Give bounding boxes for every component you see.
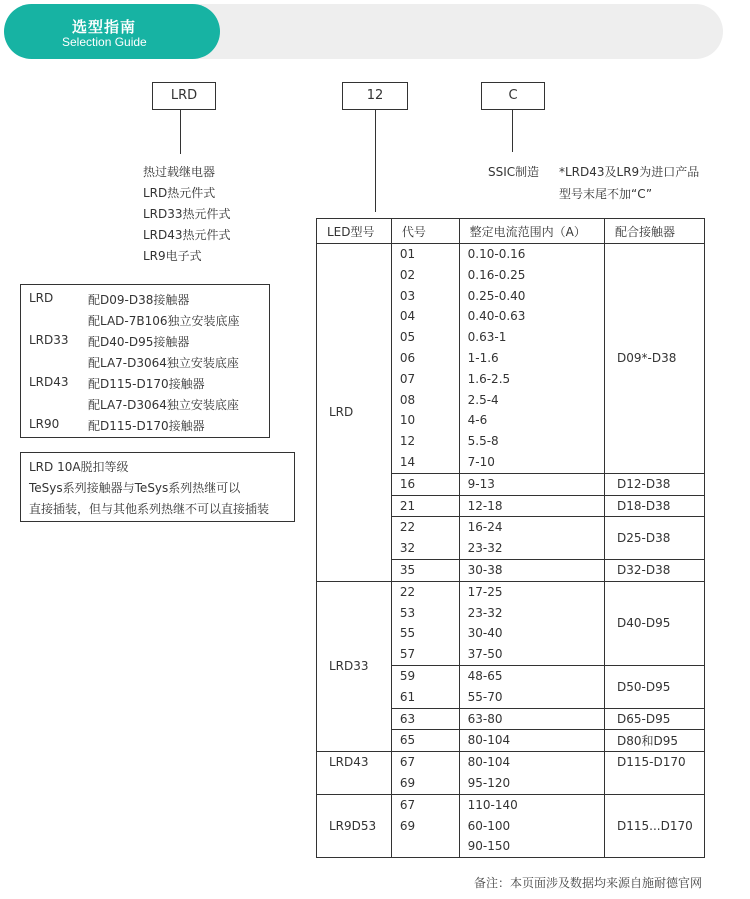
code-cell: 57 bbox=[391, 644, 459, 665]
header-contactor: 配合接触器 bbox=[605, 219, 705, 244]
note-line: TeSys系列接触器与TeSys系列热继可以 bbox=[29, 481, 241, 495]
range-cell: 37-50 bbox=[459, 644, 604, 665]
code-cell: 04 bbox=[391, 306, 459, 327]
code-cell bbox=[391, 836, 459, 857]
contactor-cell: D115-D170 bbox=[605, 752, 705, 795]
code-cell: 06 bbox=[391, 348, 459, 369]
type-list-item: LRD43热元件式 bbox=[143, 228, 231, 242]
code-box-current: 12 bbox=[342, 82, 408, 110]
range-cell: 55-70 bbox=[459, 687, 604, 708]
type-list-item: LR9电子式 bbox=[143, 249, 202, 263]
code-cell: 02 bbox=[391, 265, 459, 286]
code-cell: 61 bbox=[391, 687, 459, 708]
note-line: LRD 10A脱扣等级 bbox=[29, 460, 129, 474]
range-cell: 30-40 bbox=[459, 623, 604, 644]
type-list-item: LRD热元件式 bbox=[143, 186, 216, 200]
contactor-cell: D25-D38 bbox=[605, 517, 705, 560]
fit-desc: 配D115-D170接触器 bbox=[88, 419, 205, 433]
range-cell: 7-10 bbox=[459, 452, 604, 473]
code-cell: 67 bbox=[391, 752, 459, 773]
model-cell: LRD43 bbox=[317, 752, 392, 795]
header-title-en: Selection Guide bbox=[62, 35, 147, 49]
range-cell: 110-140 bbox=[459, 794, 604, 815]
fit-model: LRD33 bbox=[29, 333, 69, 347]
fit-desc: 配D40-D95接触器 bbox=[88, 335, 190, 349]
code-cell: 59 bbox=[391, 665, 459, 686]
code-cell: 53 bbox=[391, 603, 459, 624]
connector-line-current bbox=[375, 110, 376, 212]
connector-line-model bbox=[180, 110, 181, 154]
contactor-cell: D50-D95 bbox=[605, 665, 705, 708]
range-cell: 60-100 bbox=[459, 816, 604, 837]
ssic-note-line2: 型号末尾不加“C” bbox=[559, 187, 653, 201]
fit-model: LR90 bbox=[29, 417, 60, 431]
code-cell: 12 bbox=[391, 431, 459, 452]
code-cell: 22 bbox=[391, 517, 459, 538]
code-cell: 22 bbox=[391, 581, 459, 602]
code-cell: 21 bbox=[391, 495, 459, 517]
code-cell: 69 bbox=[391, 773, 459, 794]
range-cell: 16-24 bbox=[459, 517, 604, 538]
range-cell: 4-6 bbox=[459, 410, 604, 431]
range-cell: 48-65 bbox=[459, 665, 604, 686]
range-cell: 1-1.6 bbox=[459, 348, 604, 369]
note-line: 直接插装，但与其他系列热继不可以直接插装 bbox=[29, 502, 270, 516]
model-cell: LR9D53 bbox=[317, 794, 392, 857]
ssic-note-line1: *LRD43及LR9为进口产品 bbox=[559, 165, 700, 179]
fit-model: LRD43 bbox=[29, 375, 69, 389]
code-cell: 67 bbox=[391, 794, 459, 815]
range-cell: 1.6-2.5 bbox=[459, 369, 604, 390]
range-cell: 23-32 bbox=[459, 603, 604, 624]
code-cell: 08 bbox=[391, 390, 459, 411]
fit-desc: 配D115-D170接触器 bbox=[88, 377, 205, 391]
range-cell: 95-120 bbox=[459, 773, 604, 794]
trip-class-note-box bbox=[20, 452, 295, 522]
type-list-item: LRD33热元件式 bbox=[143, 207, 231, 221]
fit-desc: 配LAD-7B106独立安装底座 bbox=[88, 314, 240, 328]
range-cell: 0.40-0.63 bbox=[459, 306, 604, 327]
header-title-cn: 选型指南 bbox=[72, 18, 137, 36]
range-cell: 23-32 bbox=[459, 538, 604, 559]
range-cell: 0.16-0.25 bbox=[459, 265, 604, 286]
code-cell: 07 bbox=[391, 369, 459, 390]
code-cell: 69 bbox=[391, 816, 459, 837]
contactor-cell: D65-D95 bbox=[605, 708, 705, 730]
contactor-cell: D09*-D38 bbox=[605, 244, 705, 474]
fit-desc: 配D09-D38接触器 bbox=[88, 293, 190, 307]
range-cell: 30-38 bbox=[459, 559, 604, 581]
contactor-cell: D80和D95 bbox=[605, 730, 705, 752]
range-cell: 90-150 bbox=[459, 836, 604, 857]
ssic-label: SSIC制造 bbox=[488, 165, 540, 179]
fit-desc: 配LA7-D3064独立安装底座 bbox=[88, 356, 239, 370]
code-cell: 01 bbox=[391, 244, 459, 265]
code-cell: 32 bbox=[391, 538, 459, 559]
range-cell: 5.5-8 bbox=[459, 431, 604, 452]
code-cell: 35 bbox=[391, 559, 459, 581]
type-list bbox=[143, 162, 231, 267]
code-box-suffix: C bbox=[481, 82, 545, 110]
contactor-cell: D18-D38 bbox=[605, 495, 705, 517]
header-model: LED型号 bbox=[317, 219, 392, 244]
header-current-range: 整定电流范围内（A） bbox=[459, 219, 604, 244]
type-list-item: 热过载继电器 bbox=[143, 165, 216, 179]
fit-model: LRD bbox=[29, 291, 54, 305]
footer-note: 备注：本页面涉及数据均来源自施耐德官网 bbox=[474, 876, 703, 890]
range-cell: 80-104 bbox=[459, 752, 604, 773]
range-cell: 0.10-0.16 bbox=[459, 244, 604, 265]
header-code: 代号 bbox=[391, 219, 459, 244]
code-cell: 10 bbox=[391, 410, 459, 431]
contactor-cell: D115...D170 bbox=[605, 794, 705, 857]
range-cell: 0.63-1 bbox=[459, 327, 604, 348]
contactor-cell: D12-D38 bbox=[605, 473, 705, 495]
range-cell: 9-13 bbox=[459, 473, 604, 495]
fit-desc: 配LA7-D3064独立安装底座 bbox=[88, 398, 239, 412]
contactor-cell: D32-D38 bbox=[605, 559, 705, 581]
range-cell: 63-80 bbox=[459, 708, 604, 730]
range-cell: 12-18 bbox=[459, 495, 604, 517]
range-cell: 0.25-0.40 bbox=[459, 286, 604, 307]
selection-table bbox=[316, 218, 705, 858]
code-cell: 14 bbox=[391, 452, 459, 473]
code-cell: 63 bbox=[391, 708, 459, 730]
range-cell: 80-104 bbox=[459, 730, 604, 752]
code-box-model: LRD bbox=[152, 82, 216, 110]
code-cell: 65 bbox=[391, 730, 459, 752]
model-cell: LRD bbox=[317, 244, 392, 582]
code-cell: 05 bbox=[391, 327, 459, 348]
code-cell: 03 bbox=[391, 286, 459, 307]
contactor-cell: D40-D95 bbox=[605, 581, 705, 665]
range-cell: 2.5-4 bbox=[459, 390, 604, 411]
connector-line-suffix bbox=[512, 110, 513, 152]
code-cell: 16 bbox=[391, 473, 459, 495]
range-cell: 17-25 bbox=[459, 581, 604, 602]
code-cell: 55 bbox=[391, 623, 459, 644]
contactor-fit-box bbox=[20, 284, 270, 438]
model-cell: LRD33 bbox=[317, 581, 392, 751]
